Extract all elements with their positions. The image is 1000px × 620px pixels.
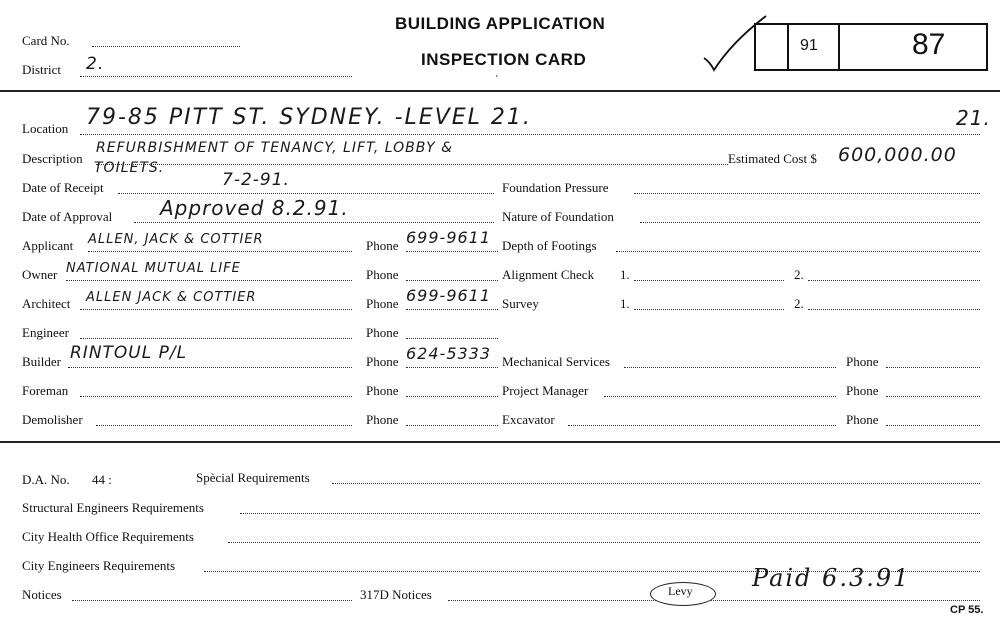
alignment-num1: 1. bbox=[620, 267, 630, 282]
district-label: District bbox=[22, 62, 61, 77]
description-value-line1: REFURBISHMENT OF TENANCY, LIFT, LOBBY & bbox=[96, 140, 454, 156]
health-requirements-label: City Health Office Requirements bbox=[22, 529, 194, 544]
alignment-line2 bbox=[808, 280, 980, 281]
location-right-value: 21. bbox=[956, 106, 991, 130]
form-code: CP 55. bbox=[950, 604, 984, 616]
builder-phone-line bbox=[406, 367, 498, 368]
excavator-line bbox=[568, 425, 836, 426]
owner-value: NATIONAL MUTUAL LIFE bbox=[66, 261, 241, 276]
applicant-value: ALLEN, JACK & COTTIER bbox=[88, 232, 264, 247]
title-line1: BUILDING APPLICATION bbox=[395, 14, 606, 33]
description-line bbox=[96, 164, 728, 165]
middle-rule bbox=[0, 441, 1000, 443]
demolisher-phone-line bbox=[406, 425, 498, 426]
notices-317d-line bbox=[448, 600, 980, 601]
date-receipt-value: 7-2-91. bbox=[222, 170, 290, 190]
foreman-phone-label: Phone bbox=[366, 383, 399, 398]
card-no-label: Card No. bbox=[22, 33, 70, 48]
mechanical-phone-label: Phone bbox=[846, 354, 879, 369]
builder-line bbox=[68, 367, 352, 368]
health-requirements-line bbox=[228, 542, 980, 543]
survey-num1: 1. bbox=[620, 296, 630, 311]
location-line bbox=[80, 134, 980, 135]
foreman-phone-line bbox=[406, 396, 498, 397]
special-requirements-line bbox=[332, 483, 980, 484]
structural-requirements-line bbox=[240, 513, 980, 514]
excavator-label: Excavator bbox=[502, 412, 555, 427]
alignment-check-label: Alignment Check bbox=[502, 267, 595, 282]
survey-line2 bbox=[808, 309, 980, 310]
engineer-phone-label: Phone bbox=[366, 325, 399, 340]
alignment-num2: 2. bbox=[794, 267, 804, 282]
city-engineers-requirements-label: City Engineers Requirements bbox=[22, 558, 176, 573]
da-no-value: 44 : bbox=[92, 472, 112, 487]
builder-label: Builder bbox=[22, 354, 61, 369]
architect-label: Architect bbox=[22, 296, 71, 311]
description-label: Description bbox=[22, 151, 83, 166]
notices-line bbox=[72, 600, 352, 601]
demolisher-phone-label: Phone bbox=[366, 412, 399, 427]
date-approval-label: Date of Approval bbox=[22, 209, 113, 224]
district-line bbox=[80, 76, 352, 77]
card-number-box bbox=[754, 23, 988, 71]
engineer-line bbox=[80, 338, 352, 339]
owner-label: Owner bbox=[22, 267, 58, 282]
demolisher-line bbox=[96, 425, 352, 426]
architect-phone-label: Phone bbox=[366, 296, 399, 311]
date-approval-value: Approved 8.2.91. bbox=[160, 196, 349, 220]
notices-label: Notices bbox=[22, 587, 62, 602]
location-label: Location bbox=[22, 121, 69, 136]
estimated-cost-label: Estimated Cost $ bbox=[728, 151, 817, 166]
builder-phone-value: 624-5333 bbox=[406, 344, 492, 363]
alignment-line1 bbox=[634, 280, 784, 281]
foreman-label: Foreman bbox=[22, 383, 69, 398]
depth-footings-label: Depth of Footings bbox=[502, 238, 597, 253]
tick-mark: ' bbox=[496, 74, 498, 85]
date-receipt-label: Date of Receipt bbox=[22, 180, 104, 195]
foundation-pressure-line bbox=[634, 193, 980, 194]
paid-value: Paid 6.3.91 bbox=[752, 564, 911, 592]
owner-phone-line bbox=[406, 280, 498, 281]
box-large-number: 87 bbox=[912, 28, 946, 61]
project-manager-label: Project Manager bbox=[502, 383, 589, 398]
mechanical-phone-line bbox=[886, 367, 980, 368]
project-manager-phone-label: Phone bbox=[846, 383, 879, 398]
applicant-label: Applicant bbox=[22, 238, 74, 253]
applicant-line bbox=[88, 251, 352, 252]
applicant-phone-value: 699-9611 bbox=[406, 228, 492, 247]
foundation-pressure-label: Foundation Pressure bbox=[502, 180, 609, 195]
notices-317d-label: 317D Notices bbox=[360, 587, 432, 602]
box-divider-right bbox=[838, 23, 840, 71]
foreman-line bbox=[80, 396, 352, 397]
builder-phone-label: Phone bbox=[366, 354, 399, 369]
location-value: 79-85 PITT ST. SYDNEY. -LEVEL 21. bbox=[86, 105, 532, 130]
applicant-phone-label: Phone bbox=[366, 238, 399, 253]
date-approval-line bbox=[134, 222, 494, 223]
mechanical-label: Mechanical Services bbox=[502, 354, 610, 369]
engineer-phone-line bbox=[406, 338, 498, 339]
district-value: 2. bbox=[86, 54, 105, 74]
nature-foundation-line bbox=[640, 222, 980, 223]
builder-value: RINTOUL P/L bbox=[70, 343, 188, 363]
da-no-label: D.A. No. bbox=[22, 472, 70, 487]
owner-line bbox=[66, 280, 352, 281]
architect-line bbox=[80, 309, 352, 310]
box-small-number: 91 bbox=[800, 37, 818, 54]
survey-label: Survey bbox=[502, 296, 539, 311]
special-requirements-label: Spècial Requirements bbox=[196, 470, 310, 485]
levy-label: Levy bbox=[668, 584, 693, 598]
description-value-line2: TOILETS. bbox=[94, 160, 165, 176]
mechanical-line bbox=[624, 367, 836, 368]
card-no-line bbox=[92, 46, 240, 47]
depth-footings-line bbox=[616, 251, 980, 252]
excavator-phone-label: Phone bbox=[846, 412, 879, 427]
engineer-label: Engineer bbox=[22, 325, 69, 340]
header-rule bbox=[0, 90, 1000, 92]
architect-phone-line bbox=[406, 309, 498, 310]
survey-num2: 2. bbox=[794, 296, 804, 311]
demolisher-label: Demolisher bbox=[22, 412, 83, 427]
nature-foundation-label: Nature of Foundation bbox=[502, 209, 614, 224]
project-manager-phone-line bbox=[886, 396, 980, 397]
architect-phone-value: 699-9611 bbox=[406, 286, 492, 305]
applicant-phone-line bbox=[406, 251, 498, 252]
excavator-phone-line bbox=[886, 425, 980, 426]
title-line2: INSPECTION CARD bbox=[421, 50, 587, 69]
date-receipt-line bbox=[118, 193, 494, 194]
project-manager-line bbox=[604, 396, 836, 397]
estimated-cost-value: 600,000.00 bbox=[838, 144, 957, 166]
architect-value: ALLEN JACK & COTTIER bbox=[86, 290, 257, 305]
owner-phone-label: Phone bbox=[366, 267, 399, 282]
survey-line1 bbox=[634, 309, 784, 310]
structural-requirements-label: Structural Engineers Requirements bbox=[22, 500, 204, 515]
box-divider-left bbox=[787, 23, 789, 71]
